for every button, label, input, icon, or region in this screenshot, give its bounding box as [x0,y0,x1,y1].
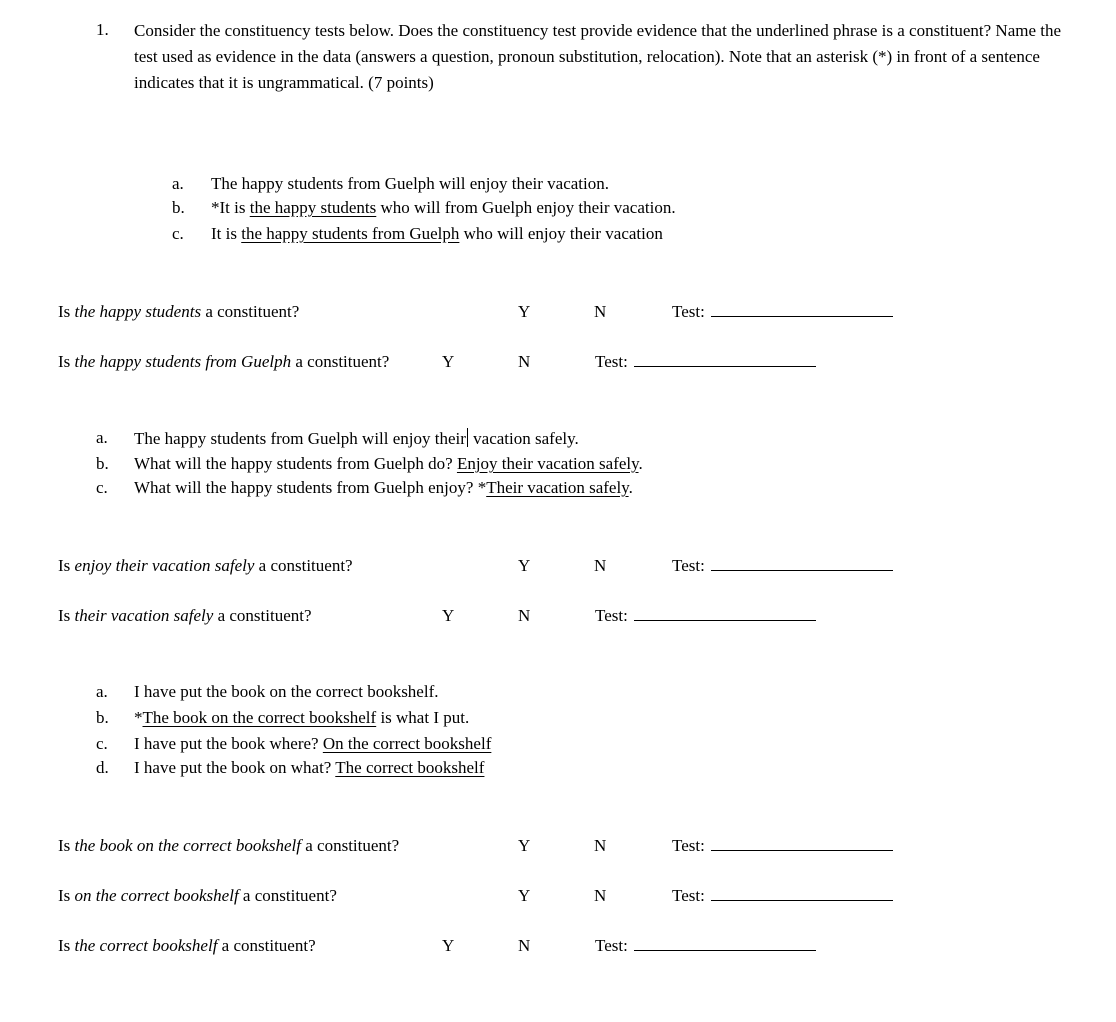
underlined-phrase: The book on the correct bookshelf [142,708,377,727]
item-label: c. [96,734,108,753]
yes-option[interactable]: Y [518,836,531,855]
constituent-question: Is the happy students a constituent? [58,302,300,321]
constituent-question: Is the book on the correct bookshelf a constituent? [58,836,400,855]
yes-option[interactable]: Y [518,886,531,905]
constituent-question: Is the correct bookshelf a constituent? [58,936,316,955]
item-label: a. [172,174,184,193]
item-label: b. [96,454,109,473]
item-label: a. [96,682,108,701]
test-answer-blank[interactable] [711,569,893,571]
test-answer-blank[interactable] [634,365,816,367]
test-answer-blank[interactable] [711,899,893,901]
example-sentence: I have put the book on the correct bookshelf. [134,682,439,701]
yes-option[interactable]: Y [518,556,531,575]
no-option[interactable]: N [594,836,607,855]
item-label: c. [96,478,108,497]
underlined-phrase: On the correct bookshelf [322,734,492,753]
test-answer-blank[interactable] [634,949,816,951]
test-answer: Test: [672,302,893,322]
item-label: d. [96,758,109,777]
underlined-phrase: Enjoy their vacation safely [456,454,639,473]
test-answer: Test: [595,352,816,372]
test-answer-blank[interactable] [711,315,893,317]
item-label: b. [172,198,185,217]
underlined-phrase: the happy students [249,198,377,217]
test-answer: Test: [672,556,893,576]
no-option[interactable]: N [518,936,531,955]
yes-option[interactable]: Y [442,606,455,625]
example-sentence: What will the happy students from Guelph do? Enjoy their vacation safely. [134,454,643,473]
yes-option[interactable]: Y [442,936,455,955]
item-label: a. [96,428,108,447]
item-label: b. [96,708,109,727]
no-option[interactable]: N [594,556,607,575]
item-label: c. [172,224,184,243]
underlined-phrase: The correct bookshelf [335,758,485,777]
constituent-question: Is the happy students from Guelph a constituent? [58,352,390,371]
test-answer: Test: [672,836,893,856]
constituent-question: Is enjoy their vacation safely a constituent? [58,556,353,575]
question-text: Consider the constituency tests below. Does the constituency test provide evidence that the underlined phrase is a constituent? Name the test used as evidence in the data (answers a question, pronoun substitution, relocation). Note that an asterisk (*) in front of a sentence indicates that it is ungrammatical. (7 points) [134,21,1062,92]
test-answer: Test: [672,886,893,906]
no-option[interactable]: N [594,886,607,905]
example-sentence: I have put the book where? On the correct bookshelf [134,734,492,753]
test-answer: Test: [595,606,816,626]
underlined-phrase: the happy students from Guelph [241,224,460,243]
constituent-question: Is their vacation safely a constituent? [58,606,312,625]
test-answer-blank[interactable] [711,849,893,851]
example-sentence: It is the happy students from Guelph who will enjoy their vacation [211,224,663,243]
text-cursor [467,428,468,447]
example-sentence: *The book on the correct bookshelf is what I put. [134,708,470,727]
test-answer-blank[interactable] [634,619,816,621]
yes-option[interactable]: Y [442,352,455,371]
yes-option[interactable]: Y [518,302,531,321]
underlined-phrase: Their vacation safely [486,478,629,497]
example-sentence: I have put the book on what? The correct bookshelf [134,758,485,777]
example-sentence: What will the happy students from Guelph enjoy? *Their vacation safely. [134,478,633,497]
no-option[interactable]: N [518,352,531,371]
test-answer: Test: [595,936,816,956]
question-number: 1. [96,20,109,39]
constituent-question: Is on the correct bookshelf a constituent? [58,886,337,905]
example-sentence: The happy students from Guelph will enjoy their vacation. [211,174,609,193]
example-sentence: *It is the happy students who will from Guelph enjoy their vacation. [211,198,676,217]
no-option[interactable]: N [594,302,607,321]
no-option[interactable]: N [518,606,531,625]
example-sentence: The happy students from Guelph will enjoy their vacation safely. [134,429,579,448]
